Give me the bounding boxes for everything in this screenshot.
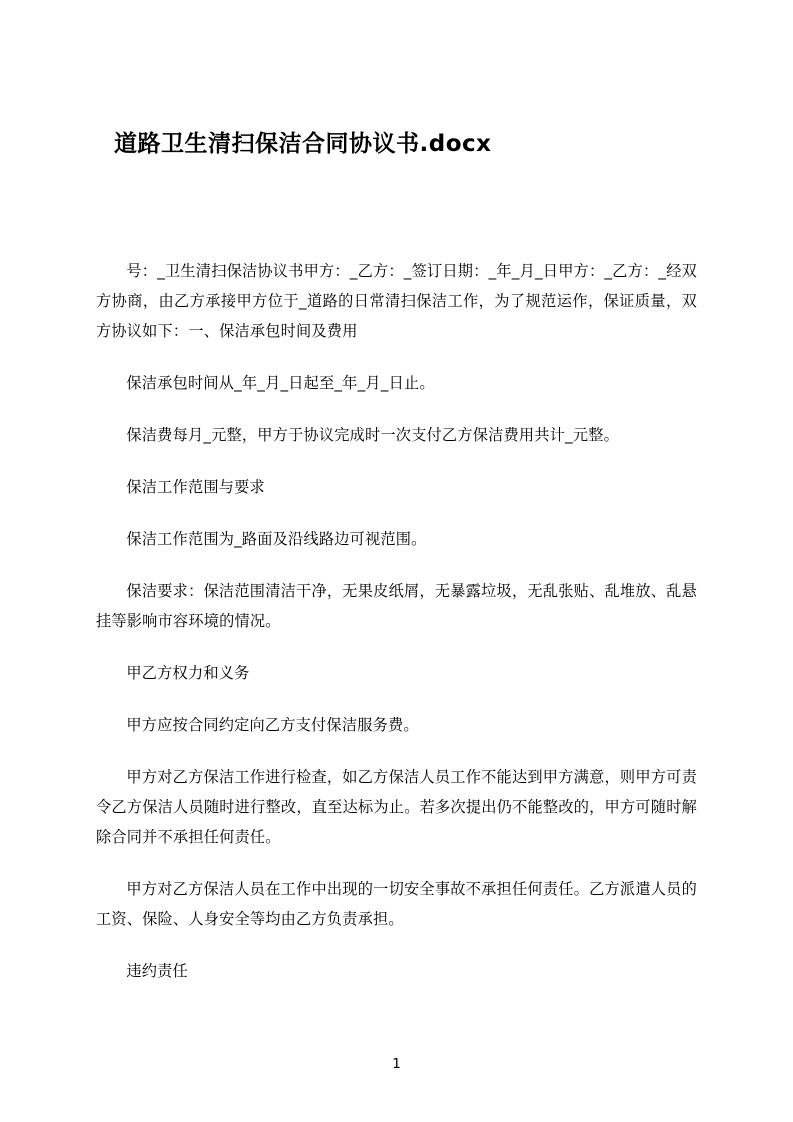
document-title: 道路卫生清扫保洁合同协议书.docx: [114, 131, 492, 157]
paragraph: 保洁承包时间从_年_月_日起至_年_月_日止。: [126, 374, 435, 392]
document-paragraphs: [96, 256, 697, 986]
paragraph: 保洁要求：保洁范围清洁干净，无果皮纸屑，无暴露垃圾，无乱张贴、乱堆放、乱悬挂等影响市容环境的情况。: [96, 582, 697, 630]
document-body: [96, 128, 697, 986]
paragraph: 甲乙方权力和义务: [126, 664, 250, 682]
paragraph: 违约责任: [126, 962, 188, 980]
page-number: 1: [392, 1056, 401, 1072]
paragraph: 保洁费每月_元整，甲方于协议完成时一次支付乙方保洁费用共计_元整。: [126, 426, 619, 444]
paragraph: 甲方对乙方保洁工作进行检查，如乙方保洁人员工作不能达到甲方满意，则甲方可责令乙方保洁人员随时进行整改，直至达标为止。若多次提出仍不能整改的，甲方可随时解除合同并不承担任何责任。: [96, 768, 697, 846]
paragraph: 号：_卫生清扫保洁协议书甲方：_乙方：_签订日期：_年_月_日甲方：_乙方：_经双方协商，由乙方承接甲方位于_道路的日常清扫保洁工作，为了规范运作，保证质量，双方协议如下：一、保洁承包时间及费用: [96, 262, 697, 340]
paragraph: 保洁工作范围与要求: [126, 478, 265, 496]
paragraph: 保洁工作范围为_路面及沿线路边可视范围。: [126, 530, 427, 548]
paragraph: 甲方对乙方保洁人员在工作中出现的一切安全事故不承担任何责任。乙方派遣人员的工资、保险、人身安全等均由乙方负责承担。: [96, 880, 697, 928]
paragraph: 甲方应按合同约定向乙方支付保洁服务费。: [126, 716, 419, 734]
